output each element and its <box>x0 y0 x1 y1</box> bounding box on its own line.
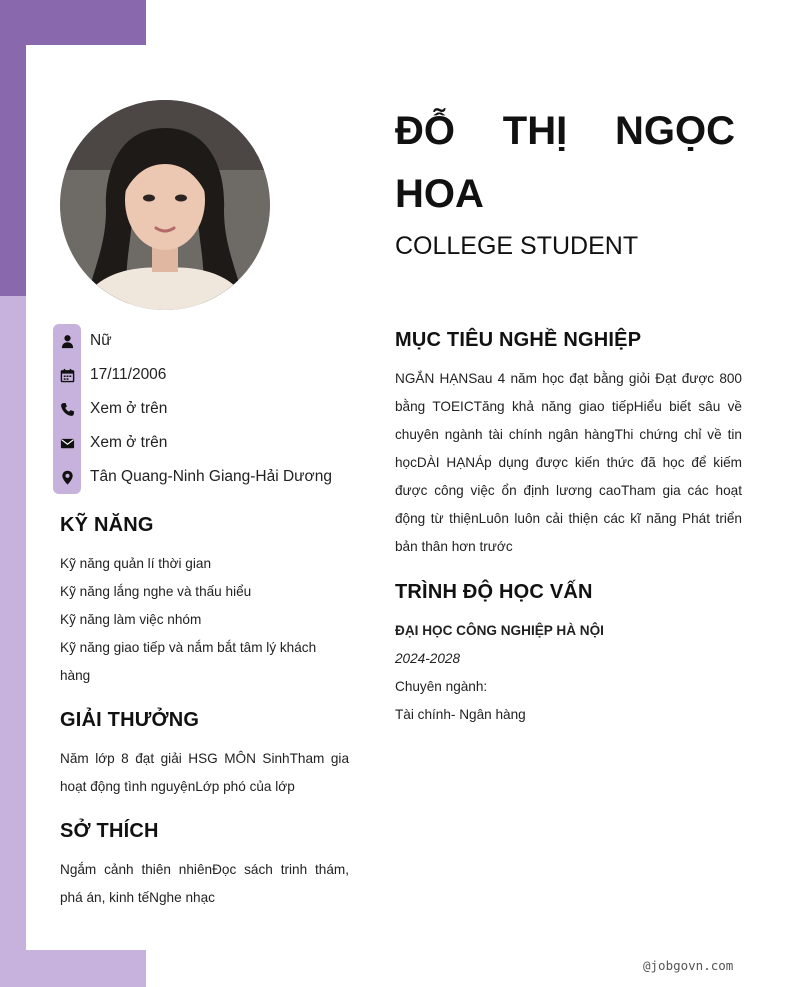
awards-text: Năm lớp 8 đạt giải HSG MÔN SinhTham gia hoạt động tình nguyệnLớp phó của lớp <box>60 751 349 794</box>
education-block <box>395 617 742 729</box>
contact-address <box>53 460 353 494</box>
contact-phone <box>53 392 353 426</box>
calendar-icon <box>53 358 81 392</box>
contact-list <box>53 324 353 494</box>
contact-birthday <box>53 358 353 392</box>
contact-address-text: Tân Quang-Ninh Giang-Hải Dương <box>90 468 332 485</box>
candidate-name: ĐỖ THỊ NGỌC HOA <box>395 109 735 216</box>
skill-item: Kỹ năng giao tiếp và nắm bắt tâm lý khách hàng <box>60 640 317 683</box>
person-icon <box>53 324 81 358</box>
skills-heading: KỸ NĂNG <box>60 514 154 536</box>
skills-list <box>60 550 325 690</box>
contact-phone-text: Xem ở trên <box>90 400 168 417</box>
education-school: ĐẠI HỌC CÔNG NGHIỆP HÀ NỘI <box>395 623 604 638</box>
education-heading: TRÌNH ĐỘ HỌC VẤN <box>395 581 593 603</box>
awards-heading: GIẢI THƯỞNG <box>60 709 200 731</box>
profile-photo <box>60 100 270 310</box>
hobbies-heading: SỞ THÍCH <box>60 820 159 842</box>
objective-heading: MỤC TIÊU NGHỀ NGHIỆP <box>395 329 642 351</box>
education-major-label: Chuyên ngành: <box>395 679 488 694</box>
contact-gender-text: Nữ <box>90 332 112 349</box>
contact-email-text: Xem ở trên <box>90 434 168 451</box>
hobbies-text: Ngắm cảnh thiên nhiênĐọc sách trinh thám, phá án, kinh tếNghe nhạc <box>60 862 349 905</box>
portrait-illustration <box>60 100 270 310</box>
objective-text: NGẮN HẠNSau 4 năm học đạt bằng giỏi Đạt được 800 bằng TOEICTăng khả năng giao tiếpHiểu biết sâu về chuyên ngành tài chính ngân hàngThi chứng chỉ về tin họcDÀI HẠNÁp dụng được kiến thức đã học để kiếm được công việc ổn định lương caoTham gia các hoạt động từ thiệnLuôn luôn cải thiện các kĩ năng Phát triển bản thân hơn trước <box>395 371 742 554</box>
contact-email <box>53 426 353 460</box>
contact-birthday-text: 17/11/2006 <box>90 366 167 383</box>
education-years: 2024-2028 <box>395 651 461 666</box>
education-major: Tài chính- Ngân hàng <box>395 707 526 722</box>
skill-item: Kỹ năng lắng nghe và thấu hiểu <box>60 584 252 599</box>
location-icon <box>53 460 81 494</box>
footer-watermark: @jobgovn.com <box>643 958 734 973</box>
mail-icon <box>53 426 81 460</box>
candidate-title: COLLEGE STUDENT <box>395 232 639 260</box>
contact-gender <box>53 324 353 358</box>
skill-item: Kỹ năng làm việc nhóm <box>60 612 202 627</box>
phone-icon <box>53 392 81 426</box>
skill-item: Kỹ năng quản lí thời gian <box>60 556 211 571</box>
